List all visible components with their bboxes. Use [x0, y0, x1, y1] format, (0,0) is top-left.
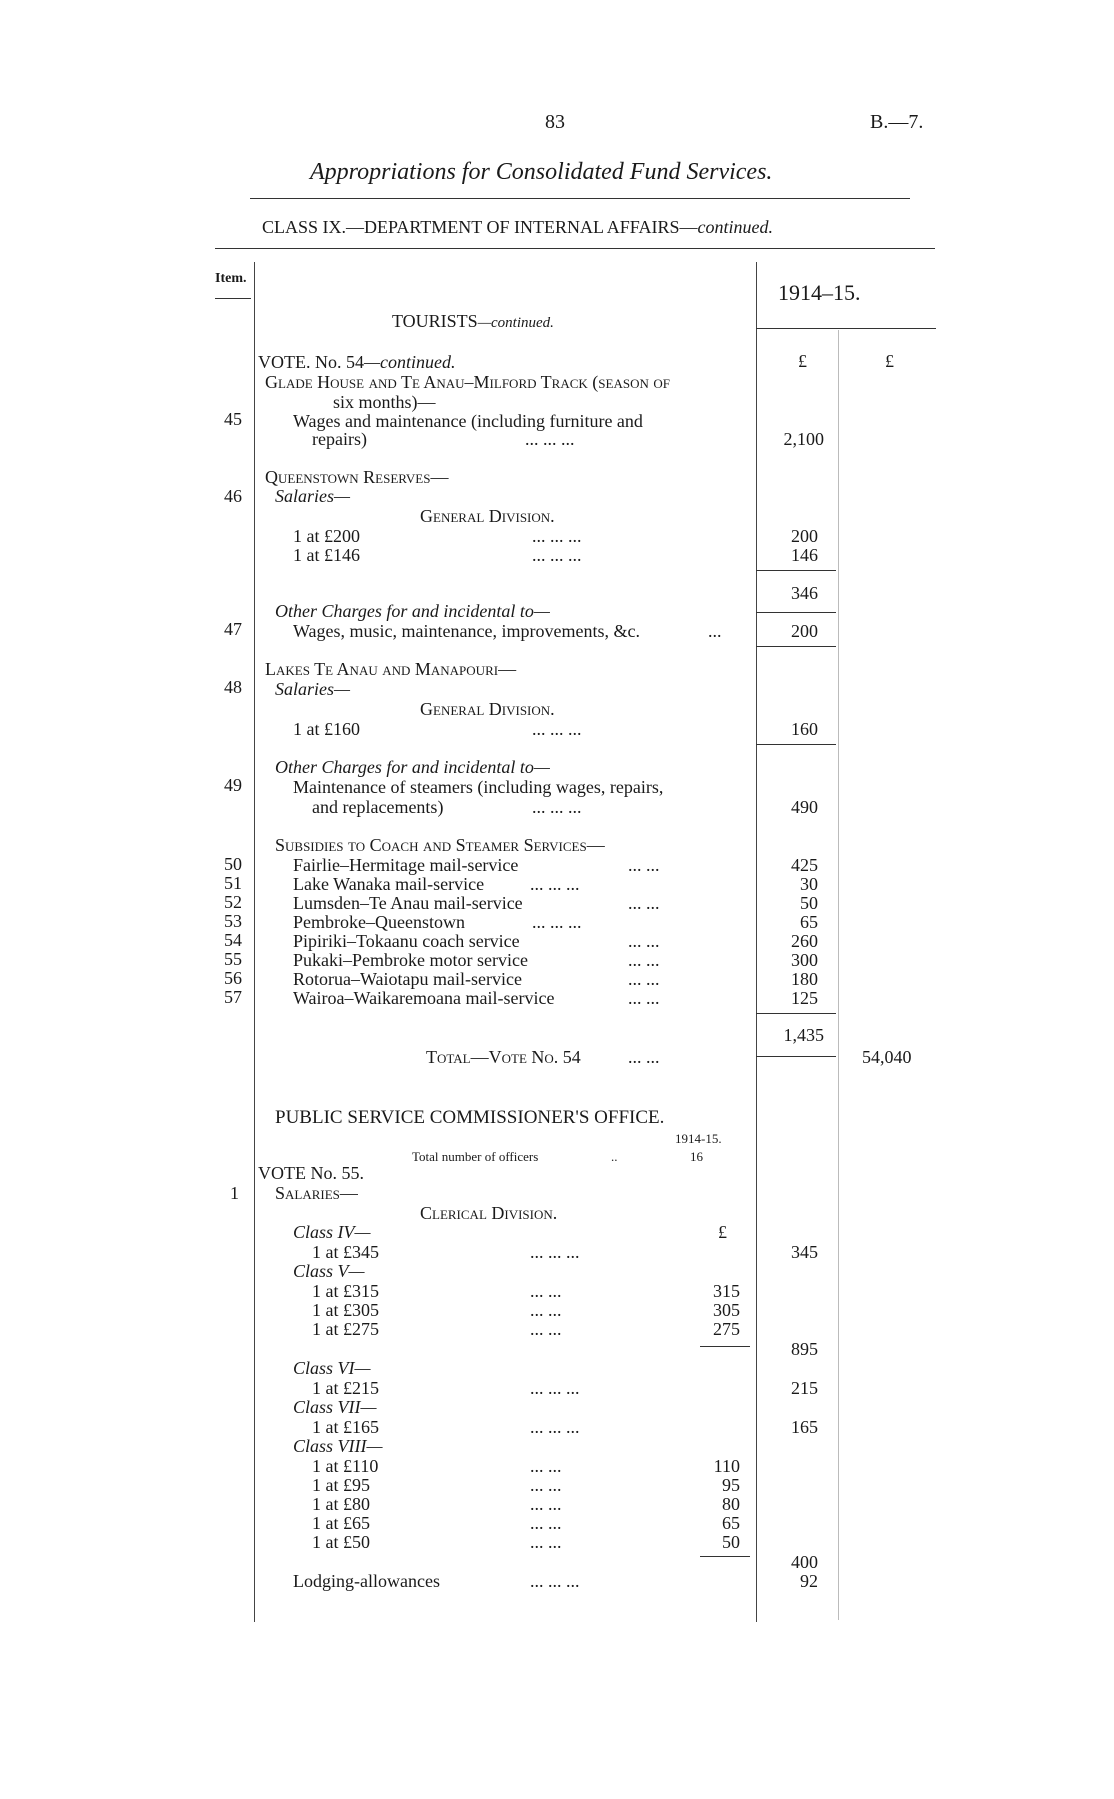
dot-leader: ... ... — [628, 1047, 660, 1067]
item-number: 46 — [224, 486, 242, 506]
tourists-heading-text: TOURISTS — [392, 311, 478, 331]
salary-row-amount: 200 — [791, 526, 818, 546]
dot-leader: .. — [611, 1149, 618, 1164]
subsidy-row-amount: 260 — [791, 931, 818, 951]
dot-leader: ... ... — [628, 988, 660, 1008]
dot-leader: ... ... ... — [532, 545, 582, 565]
subtotal-rule — [756, 612, 836, 613]
item-45-text: Wages and maintenance (including furniture and — [293, 411, 643, 431]
class-6-amount: 215 — [791, 1378, 818, 1398]
pound-symbol: £ — [718, 1222, 727, 1242]
item-48-amount: 160 — [791, 719, 818, 739]
general-division-label: General Division. — [420, 506, 555, 526]
subsidy-row-amount: 65 — [800, 912, 818, 932]
dot-leader: ... ... ... — [530, 1378, 580, 1398]
vote-54-total-amount: 54,040 — [862, 1047, 912, 1067]
salaries-label: Salaries— — [275, 486, 351, 506]
item-number: 51 — [224, 873, 242, 893]
item-number: 53 — [224, 911, 242, 931]
dot-leader: ... ... — [628, 893, 660, 913]
other-charges-label: Other Charges for and incidental to— — [275, 757, 550, 777]
salary-row-amount: 110 — [713, 1456, 740, 1476]
salary-row-amount: 146 — [791, 545, 818, 565]
vote-54-suffix: —continued. — [364, 352, 456, 372]
year-column-header: 1914–15. — [778, 280, 861, 305]
class-label: Class VII— — [293, 1397, 377, 1417]
dot-leader: ... ... — [530, 1456, 562, 1476]
subtotal-rule — [700, 1346, 750, 1347]
class-5-subtotal: 895 — [791, 1339, 818, 1359]
dot-leader: ... ... — [628, 969, 660, 989]
vote-54-text: VOTE. No. 54 — [258, 352, 364, 372]
item-number: 55 — [224, 949, 242, 969]
subsidy-row-label: Wairoa–Waikaremoana mail-service — [293, 988, 555, 1008]
class-label: Class IV— — [293, 1222, 371, 1242]
salary-row-amount: 95 — [722, 1475, 740, 1495]
salary-row-label: 1 at £215 — [312, 1378, 379, 1398]
salary-row-amount: 80 — [722, 1494, 740, 1514]
subtotal-rule — [700, 1556, 750, 1557]
glade-house-heading-cont: six months)— — [333, 392, 436, 412]
item-46-subtotal: 346 — [791, 583, 818, 603]
salary-row-label: 1 at £160 — [293, 719, 360, 739]
salary-row-label: 1 at £305 — [312, 1300, 379, 1320]
salary-row-label: 1 at £315 — [312, 1281, 379, 1301]
salaries-label: Salaries— — [275, 679, 351, 699]
item-number: 57 — [224, 987, 242, 1007]
tourists-heading-suffix: —continued. — [477, 315, 554, 331]
page-number: 83 — [545, 111, 565, 133]
item-number: 47 — [224, 619, 242, 639]
dot-leader: ... ... ... — [532, 526, 582, 546]
vote-55-heading: VOTE No. 55. — [258, 1163, 364, 1183]
tourists-heading — [392, 312, 554, 331]
year-header-rule — [756, 328, 936, 329]
lodging-allowances-label: Lodging-allowances — [293, 1571, 440, 1591]
clerical-division-label: Clerical Division. — [420, 1203, 558, 1223]
dot-leader: ... ... ... — [530, 1571, 580, 1591]
salary-row-label: 1 at £80 — [312, 1494, 370, 1514]
officers-label: Total number of officers — [412, 1149, 539, 1164]
item-column-header: Item. — [215, 271, 247, 286]
title-rule — [250, 198, 910, 199]
dot-leader: ... ... — [530, 1300, 562, 1320]
officers-count: 16 — [690, 1149, 703, 1164]
salary-row-label: 1 at £165 — [312, 1417, 379, 1437]
class-label: Class VI— — [293, 1358, 371, 1378]
salary-row-amount: 50 — [722, 1532, 740, 1552]
item-column-divider — [254, 262, 255, 1622]
item-number: 56 — [224, 968, 242, 988]
dot-leader: ... ... ... — [532, 719, 582, 739]
class-label: Class VIII— — [293, 1436, 383, 1456]
subtotal-column-divider — [838, 330, 839, 1620]
dot-leader: ... — [708, 621, 722, 641]
salary-row-label: 1 at £146 — [293, 545, 360, 565]
subsidies-heading: Subsidies to Coach and Steamer Services— — [275, 835, 605, 855]
class-8-subtotal: 400 — [791, 1552, 818, 1572]
item-number: 48 — [224, 677, 242, 697]
dot-leader: ... ... ... — [530, 1417, 580, 1437]
lodging-allowances-amount: 92 — [800, 1571, 818, 1591]
pound-symbol-2: £ — [885, 351, 894, 371]
salary-row-amount: 315 — [713, 1281, 740, 1301]
subsidy-row-label: Fairlie–Hermitage mail-service — [293, 855, 519, 875]
subtotal-rule — [756, 570, 836, 571]
salary-row-label: 1 at £50 — [312, 1532, 370, 1552]
item-47-amount: 200 — [791, 621, 818, 641]
item-number: 52 — [224, 892, 242, 912]
vote-54-heading — [258, 353, 456, 371]
subsidy-row-label: Pukaki–Pembroke motor service — [293, 950, 528, 970]
class-heading — [262, 218, 773, 236]
dot-leader: ... ... — [628, 950, 660, 970]
document-reference: B.—7. — [870, 111, 924, 133]
subsidy-row-label: Pembroke–Queenstown — [293, 912, 465, 932]
item-number: 54 — [224, 930, 242, 950]
salary-row-label: 1 at £110 — [312, 1456, 379, 1476]
subtotal-rule — [756, 1013, 836, 1014]
dot-leader: ... ... ... — [530, 874, 580, 894]
item-45-text-cont: repairs) — [312, 429, 367, 449]
item-49-text: Maintenance of steamers (including wages, repairs, — [293, 777, 664, 797]
subsidy-row-label: Lumsden–Te Anau mail-service — [293, 893, 523, 913]
subtotal-rule — [756, 646, 836, 647]
subsidies-subtotal: 1,435 — [783, 1025, 824, 1045]
general-division-label: General Division. — [420, 699, 555, 719]
subsidy-row-label: Pipiriki–Tokaanu coach service — [293, 931, 520, 951]
salary-row-amount: 65 — [722, 1513, 740, 1533]
dot-leader: ... ... — [530, 1475, 562, 1495]
salary-row-label: 1 at £65 — [312, 1513, 370, 1533]
class-4-amount: 345 — [791, 1242, 818, 1262]
dot-leader: ... ... — [628, 931, 660, 951]
item-number: 49 — [224, 775, 242, 795]
subsidy-row-amount: 30 — [800, 874, 818, 894]
class-label: Class V— — [293, 1261, 365, 1281]
subsidy-row-label: Rotorua–Waiotapu mail-service — [293, 969, 522, 989]
item-header-rule — [215, 298, 251, 299]
subsidy-row-amount: 180 — [791, 969, 818, 989]
class-7-amount: 165 — [791, 1417, 818, 1437]
item-number: 1 — [230, 1183, 239, 1203]
dot-leader: ... ... ... — [532, 912, 582, 932]
vote-54-total-label: Total—Vote No. 54 — [426, 1047, 581, 1067]
dot-leader: ... ... — [530, 1494, 562, 1514]
subtotal-rule — [756, 744, 836, 745]
dot-leader: ... ... — [530, 1513, 562, 1533]
subsidy-row-amount: 125 — [791, 988, 818, 1008]
item-number: 45 — [224, 409, 242, 429]
psc-year: 1914-15. — [675, 1131, 722, 1146]
salaries-heading: Salaries— — [275, 1183, 358, 1203]
item-45-amount: 2,100 — [783, 429, 824, 449]
salary-row-amount: 275 — [713, 1319, 740, 1339]
pound-symbol-1: £ — [798, 351, 807, 371]
dot-leader: ... ... ... — [532, 797, 582, 817]
subsidy-row-amount: 300 — [791, 950, 818, 970]
dot-leader: ... ... ... — [525, 429, 575, 449]
class-heading-text: CLASS IX.—DEPARTMENT OF INTERNAL AFFAIRS— — [262, 217, 698, 237]
item-49-text-cont: and replacements) — [312, 797, 444, 817]
item-47-text: Wages, music, maintenance, improvements, &c. — [293, 621, 640, 641]
item-number: 50 — [224, 854, 242, 874]
salary-row-label: 1 at £345 — [312, 1242, 379, 1262]
subsidy-row-amount: 425 — [791, 855, 818, 875]
other-charges-label: Other Charges for and incidental to— — [275, 601, 550, 621]
subsidy-row-label: Lake Wanaka mail-service — [293, 874, 485, 894]
queenstown-reserves-heading: Queenstown Reserves— — [265, 467, 449, 487]
dot-leader: ... ... ... — [530, 1242, 580, 1262]
dot-leader: ... ... — [530, 1319, 562, 1339]
subsidy-row-amount: 50 — [800, 893, 818, 913]
item-49-amount: 490 — [791, 797, 818, 817]
glade-house-heading: Glade House and Te Anau–Milford Track (season of — [265, 372, 670, 392]
dot-leader: ... ... — [530, 1532, 562, 1552]
salary-row-label: 1 at £275 — [312, 1319, 379, 1339]
page-title: Appropriations for Consolidated Fund Services. — [310, 159, 773, 185]
salary-row-label: 1 at £200 — [293, 526, 360, 546]
salary-row-label: 1 at £95 — [312, 1475, 370, 1495]
subtotal-rule — [756, 1056, 836, 1057]
table-top-rule — [215, 248, 935, 249]
lakes-heading: Lakes Te Anau and Manapouri— — [265, 659, 517, 679]
salary-row-amount: 305 — [713, 1300, 740, 1320]
dot-leader: ... ... — [530, 1281, 562, 1301]
psc-heading: PUBLIC SERVICE COMMISSIONER'S OFFICE. — [275, 1107, 665, 1128]
class-heading-suffix: continued. — [697, 217, 773, 237]
dot-leader: ... ... — [628, 855, 660, 875]
